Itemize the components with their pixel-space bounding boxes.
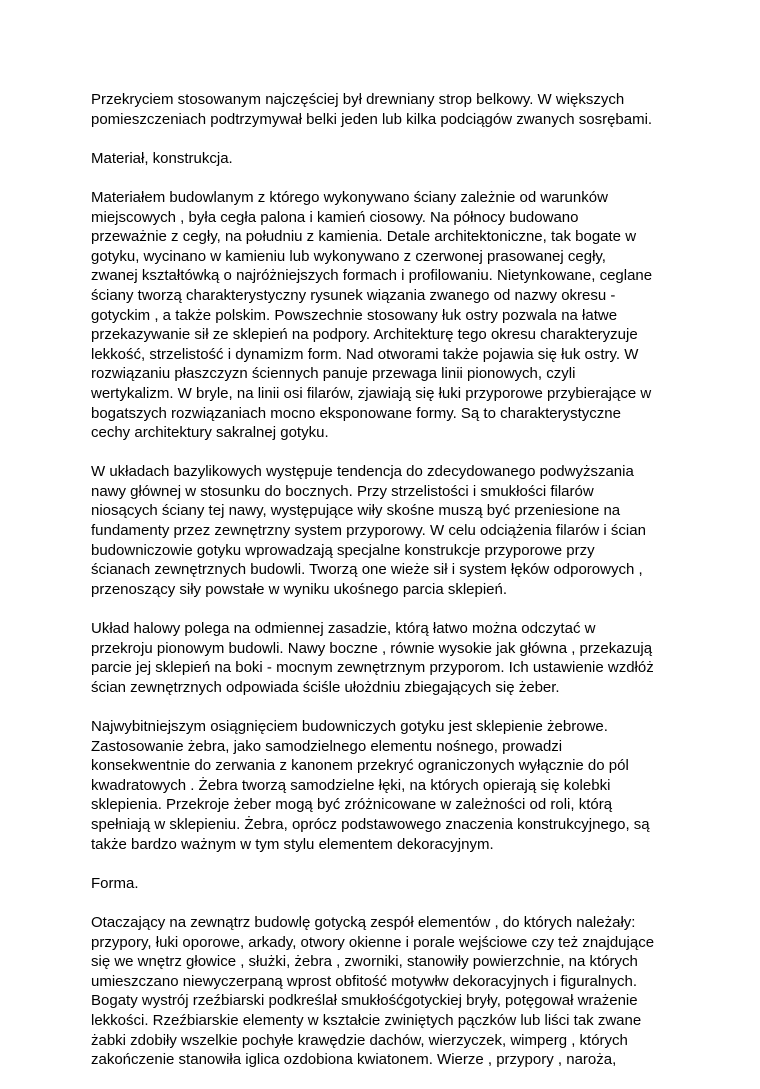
text-line: Układ halowy polega na odmiennej zasadzie, którą łatwo można odczytać w	[91, 620, 596, 638]
text-line: nawy głównej w stosunku do bocznych. Przy strzelistości i smukłości filarów	[91, 482, 594, 500]
text-line: Otaczający na zewnątrz budowlę gotycką zespół elementów , do których należały:	[91, 913, 636, 931]
text-line: ścianach zewnętrznych budowli. Tworzą one wieże sił i system łęków odporowych ,	[91, 561, 643, 579]
text-line: ściany tworzą charakterystyczny rysunek wiązania zwanego od nazwy okresu -	[91, 286, 616, 304]
text-line: gotyku, wycinano w kamieniu lub wykonywano z czerwonej prasowanej cegły,	[91, 247, 606, 265]
text-line: kwadratowych . Żebra tworzą samodzielne łęki, na których opierają się kolebki	[91, 776, 611, 794]
text-line: zakończenie stanowiła iglica ozdobiona kwiatonem. Wierze , przypory , naroża,	[91, 1051, 617, 1069]
text-line: Najwybitniejszym osiągnięciem budowniczych gotyku jest sklepienie żebrowe.	[91, 718, 608, 735]
text-line: sklepienia. Przekroje żeber mogą być zróżnicowane w zależności od roli, którą	[91, 796, 613, 814]
text-line: W układach bazylikowych występuje tendencja do zdecydowanego podwyższania	[91, 463, 634, 481]
text-line: Materiałem budowlanym z którego wykonywano ściany zależnie od warunków	[91, 188, 608, 206]
text-line: Zastosowanie żebra, jako samodzielnego elementu nośnego, prowadzi	[91, 737, 563, 755]
text-line: Przekryciem stosowanym najczęściej był drewniany strop belkowy. W większych	[91, 91, 625, 108]
text-line: przekroju pionowym budowli. Nawy boczne , równie wysokie jak główna , przekazują	[91, 639, 653, 657]
text-line: przekazywanie sił ze sklepień na podpory. Architekturę tego okresu charakteryzuje	[91, 326, 638, 344]
text-line: umieszczano niewyczerpaną wprost obfitość motywłw dekoracyjnych i figuralnych.	[91, 972, 638, 990]
text-line: żabki zdobiły wszelkie pochyłe krawędzie dachów, wierzyczek, wimperg , których	[91, 1031, 628, 1049]
heading-text: Forma.	[91, 874, 139, 892]
text-line: zwanej kształtówką o najróżniejszych formach i profilowaniu. Nietynkowane, ceglane	[91, 267, 653, 285]
text-line: pomieszczeniach podtrzymywał belki jeden lub kilka podciągów zwanych sosrębami.	[91, 110, 653, 128]
text-line: także bardzo ważnym w tym stylu elementem dekoracyjnym.	[91, 835, 494, 853]
text-line: lekkość, strzelistość i dynamizm form. Nad otworami także pojawia się łuk ostry. W	[91, 345, 639, 363]
text-line: gotyckim , a także polskim. Powszechnie stosowany łuk ostry pozwala na łatwe	[91, 306, 618, 324]
paragraph-hall-layout	[91, 619, 703, 697]
text-line: rozwiązaniu płaszczyzn ściennych panuje przewaga linii pionowych, czyli	[91, 365, 576, 383]
text-line: spełniają w sklepieniu. Żebra, oprócz podstawowego znaczenia konstrukcyjnego, są	[91, 815, 650, 833]
text-line: lekkości. Rzeźbiarskie elementy w kształcie zwiniętych pączków lub liści tak zwane	[91, 1011, 642, 1029]
paragraph-exterior-decoration	[91, 913, 703, 1070]
text-line: budowniczowie gotyku wprowadzają specjalne konstrukcje przyporowe przy	[91, 541, 595, 559]
text-line: cechy architektury sakralnej gotyku.	[91, 424, 329, 442]
text-line: przypory, łuki oporowe, arkady, otwory okienne i porale wejściowe czy też znajdujące	[91, 933, 655, 951]
text-line: parcie jej sklepień na boki - mocnym zewnętrznym przyporom. Ich ustawienie wzdłóż	[91, 659, 654, 677]
section-heading-material	[91, 149, 703, 169]
paragraph-rib-vault	[91, 717, 703, 854]
text-line: się we wnętrz głowice , służki, żebra , zworniki, stanowiły powierzchnie, na których	[91, 953, 638, 971]
paragraph-basilica-layout	[91, 462, 703, 599]
text-line: bogatszych rozwiązaniach mocno eksponowane formy. Są to charakterystyczne	[91, 404, 621, 422]
text-line: przeważnie z cegły, na południu z kamienia. Detale architektoniczne, tak bogate w	[91, 228, 637, 246]
text-line: Bogaty wystrój rzeźbiarski podkreślał smukłośćgotyckiej bryły, potęgował wrażenie	[91, 992, 638, 1010]
document-body	[91, 90, 703, 1089]
text-line: ścian zewnętrznych odpowiada ściśle ułożdniu zbiegających się żeber.	[91, 678, 560, 696]
paragraph-roof-structure	[91, 90, 703, 129]
heading-text: Materiał, konstrukcja.	[91, 149, 233, 167]
text-line: konsekwentnie do zerwania z kanonem przekryć ograniczonych wyłącznie do pól	[91, 757, 629, 775]
text-line: niosących ściany tej nawy, występujące wiły skośne muszą być przeniesione na	[91, 502, 621, 520]
section-heading-form	[91, 874, 703, 894]
text-line: przenoszący siły powstałe w wyniku ukośnego parcia sklepień.	[91, 580, 508, 598]
paragraph-building-material	[91, 188, 703, 443]
text-line: wertykalizm. W bryle, na linii osi filarów, zjawiają się łuki przyporowe przybierające w	[91, 384, 652, 402]
text-line: miejscowych , była cegła palona i kamień ciosowy. Na północy budowano	[91, 208, 579, 226]
text-line: fundamenty przez zewnętrzny system przyporowy. W celu odciążenia filarów i ścian	[91, 522, 646, 540]
